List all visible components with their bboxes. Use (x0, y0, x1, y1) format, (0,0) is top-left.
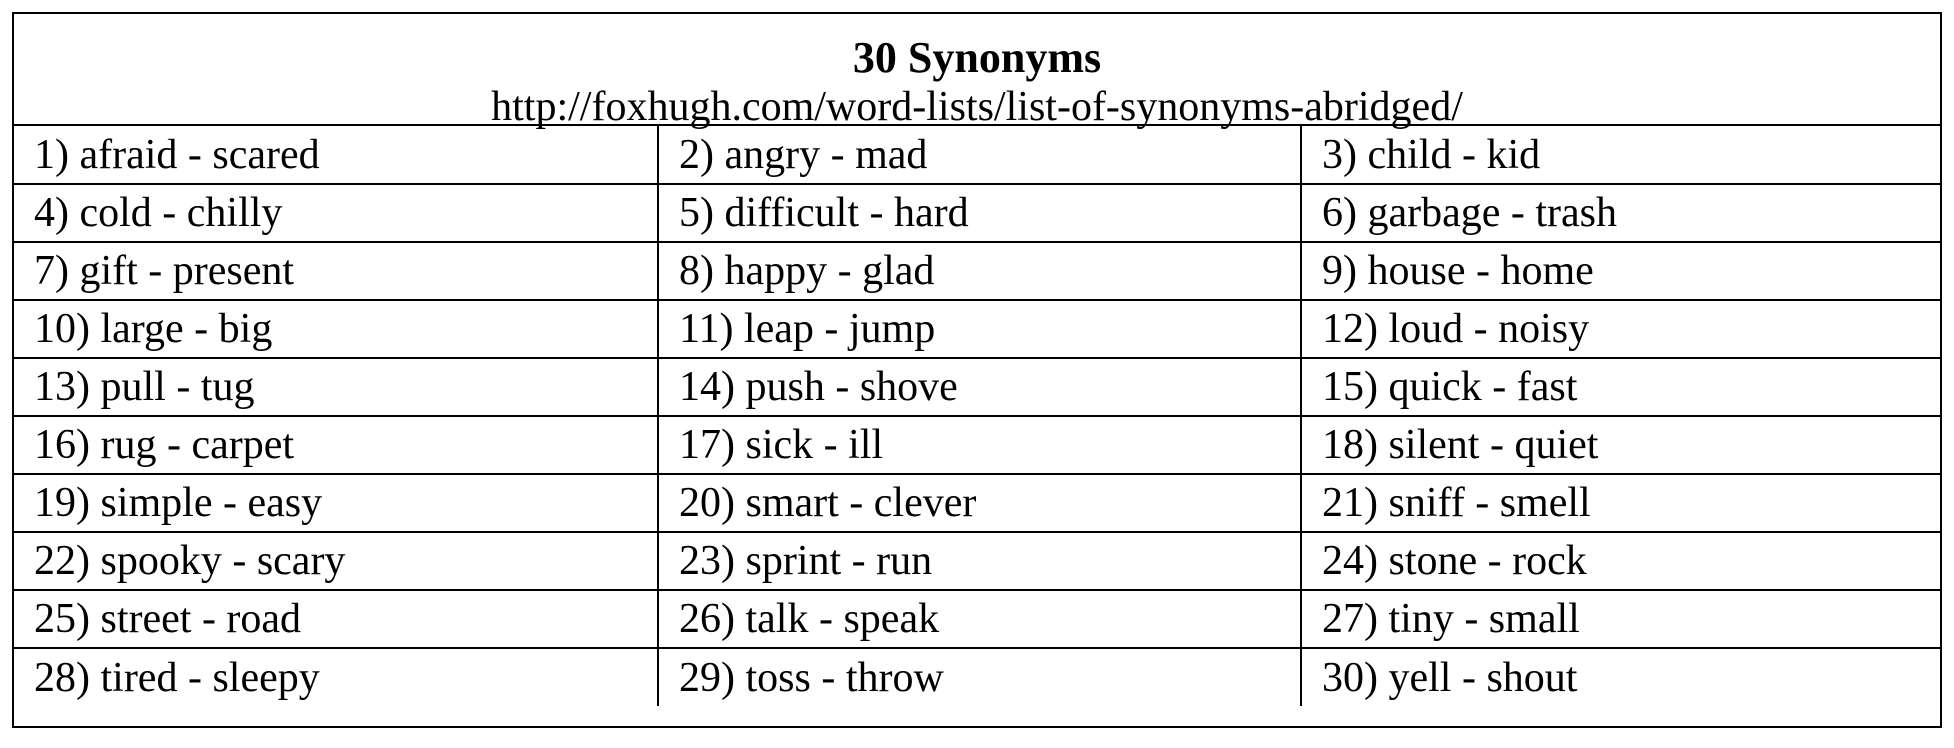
synonym-pair-cell: 22) spooky - scary (14, 532, 658, 590)
synonym-grid (14, 126, 1940, 706)
synonyms-table (12, 12, 1942, 728)
table-row (14, 300, 1940, 358)
table-row (14, 184, 1940, 242)
page-title: 30 Synonyms (852, 33, 1102, 82)
synonym-pair-cell: 14) push - shove (658, 358, 1301, 416)
table-row (14, 416, 1940, 474)
synonym-pair-cell: 7) gift - present (14, 242, 658, 300)
table-header (14, 14, 1940, 130)
synonym-pair-cell: 27) tiny - small (1301, 590, 1940, 648)
synonym-pair-cell: 9) house - home (1301, 242, 1940, 300)
synonym-pair-cell: 16) rug - carpet (14, 416, 658, 474)
table-row (14, 126, 1940, 184)
table-row (14, 590, 1940, 648)
synonym-pair-cell: 8) happy - glad (658, 242, 1301, 300)
table-row (14, 648, 1940, 706)
synonym-pair-cell: 29) toss - throw (658, 648, 1301, 706)
synonym-pair-cell: 25) street - road (14, 590, 658, 648)
synonym-pair-cell: 19) simple - easy (14, 474, 658, 532)
synonym-pair-cell: 26) talk - speak (658, 590, 1301, 648)
synonym-pair-cell: 17) sick - ill (658, 416, 1301, 474)
synonym-pair-cell: 12) loud - noisy (1301, 300, 1940, 358)
synonym-pair-cell: 30) yell - shout (1322, 654, 1578, 701)
source-url: http://foxhugh.com/word-lists/list-of-synonyms-abridged/ (491, 84, 1463, 130)
synonym-pair-cell: 2) angry - mad (658, 126, 1301, 184)
table-row (14, 474, 1940, 532)
synonym-pair-cell: 5) difficult - hard (658, 184, 1301, 242)
synonym-pair-cell: 6) garbage - trash (1301, 184, 1940, 242)
synonym-pair-cell: 15) quick - fast (1301, 358, 1940, 416)
synonym-pair-cell: 10) large - big (14, 300, 658, 358)
synonym-pair-cell: 23) sprint - run (658, 532, 1301, 590)
table-row (14, 242, 1940, 300)
synonym-grid-body (14, 126, 1940, 706)
synonym-pair-cell: 3) child - kid (1301, 126, 1940, 184)
synonym-pair-cell: 1) afraid - scared (14, 126, 658, 184)
synonym-pair-cell: 24) stone - rock (1301, 532, 1940, 590)
synonym-pair-cell: 13) pull - tug (14, 358, 658, 416)
synonym-pair-cell: 11) leap - jump (658, 300, 1301, 358)
synonym-pair-cell: 21) sniff - smell (1301, 474, 1940, 532)
synonym-pair-cell: 20) smart - clever (658, 474, 1301, 532)
table-row (14, 358, 1940, 416)
synonym-pair-cell: 28) tired - sleepy (14, 648, 658, 706)
synonym-pair-cell: 4) cold - chilly (14, 184, 658, 242)
synonym-pair-cell: 18) silent - quiet (1301, 416, 1940, 474)
table-row (14, 532, 1940, 590)
